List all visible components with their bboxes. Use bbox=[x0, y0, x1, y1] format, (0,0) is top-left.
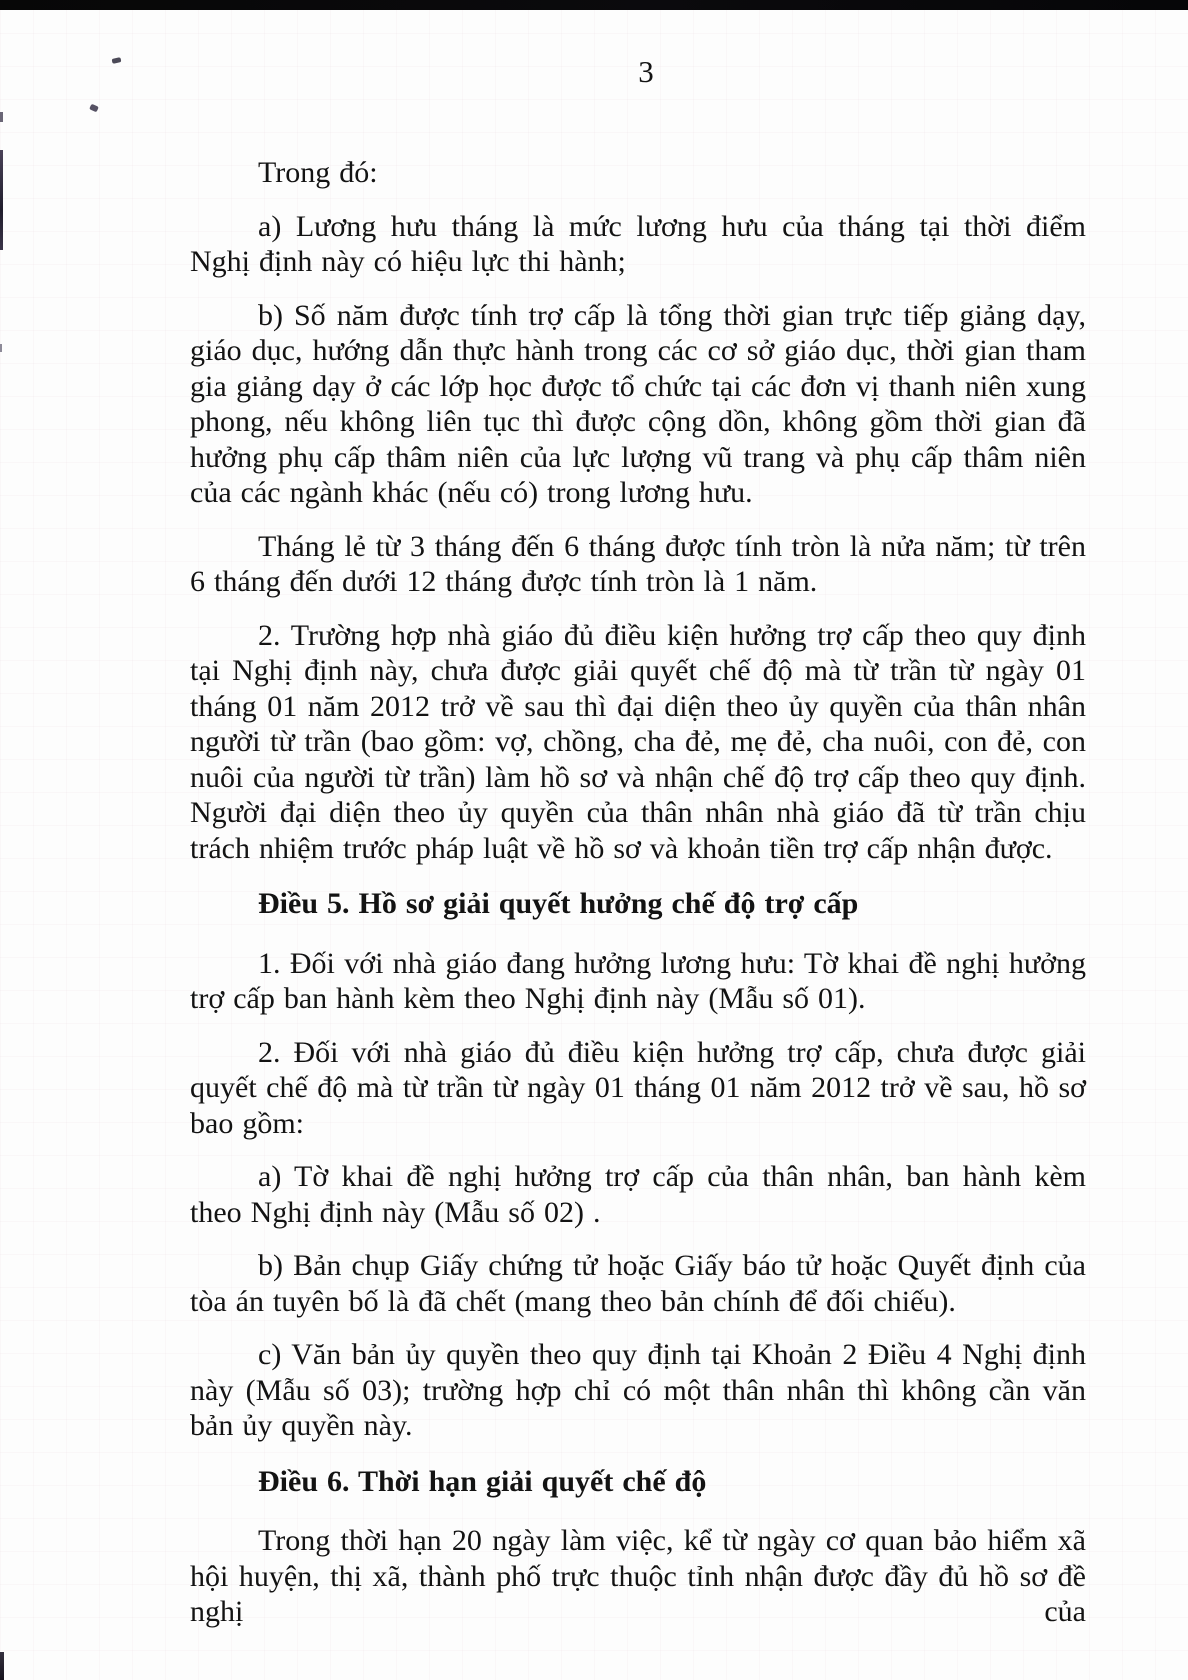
heading-dieu-6: Điều 6. Thời hạn giải quyết chế độ bbox=[258, 1464, 707, 1498]
paragraph-trong-thoi-han: Trong thời hạn 20 ngày làm việc, kể từ ngày cơ quan bảo hiểm xã hội huyện, thị xã, thành phố trực thuộc tỉnh nhận được đầy đủ hồ sơ đề nghị của bbox=[190, 1524, 1086, 1628]
paragraph-a-to-khai: a) Tờ khai đề nghị hưởng trợ cấp của thân nhân, ban hành kèm theo Nghị định này (Mẫu số 02) . bbox=[190, 1160, 1086, 1229]
page-number: 3 bbox=[638, 54, 654, 89]
paragraph-b-so-nam: b) Số năm được tính trợ cấp là tổng thời gian trực tiếp giảng dạy, giáo dục, hướng dẫn thực hành trong các cơ sở giáo dục, thời gian tham gia giảng dạy ở các lớp học được tổ chức tại các đơn vị thanh niên xung phong, nếu không liên tục thì được cộng dồn, không gồm thời gian đã hưởng phụ cấp thâm niên của lực lượng vũ trang và phụ cấp thâm niên của các ngành khác (nếu có) trong lương hưu. bbox=[190, 298, 1086, 509]
paragraph-thang-le: Tháng lẻ từ 3 tháng đến 6 tháng được tính tròn là nửa năm; từ trên 6 tháng đến dưới 12 tháng được tính tròn là 1 năm. bbox=[190, 529, 1086, 598]
paragraph-a-luong-huu: a) Lương hưu tháng là mức lương hưu của tháng tại thời điểm Nghị định này có hiệu lực thi hành; bbox=[190, 209, 1086, 278]
heading-dieu-5: Điều 5. Hồ sơ giải quyết hưởng chế độ trợ cấp bbox=[258, 887, 859, 920]
paragraph-2-truong-hop: 2. Trường hợp nhà giáo đủ điều kiện hưởng trợ cấp theo quy định tại Nghị định này, chưa được giải quyết chế độ mà từ trần từ ngày 01 tháng 01 năm 2012 trở về sau thì đại diện theo ủy quyền của thân nhân người từ trần (bao gồm: vợ, chồng, cha đẻ, mẹ đẻ, cha nuôi, con đẻ, con nuôi của người từ trần) làm hồ sơ và nhận chế độ trợ cấp theo quy định. Người đại diện theo ủy quyền của thân nhân nhà giáo đã từ trần chịu trách nhiệm trước pháp luật về hồ sơ và khoản tiền trợ cấp nhận được. bbox=[190, 618, 1086, 865]
scan-artifact-left-speck bbox=[0, 344, 2, 352]
paragraph-1-doi-voi: 1. Đối với nhà giáo đang hưởng lương hưu: Tờ khai đề nghị hưởng trợ cấp ban hành kèm theo Nghị định này (Mẫu số 01). bbox=[190, 946, 1086, 1015]
scan-artifact-left-strip bbox=[0, 150, 3, 250]
scan-artifact-left-speck bbox=[0, 112, 3, 122]
document-body bbox=[190, 155, 1086, 1648]
paragraph-c-van-ban: c) Văn bản ủy quyền theo quy định tại Khoản 2 Điều 4 Nghị định này (Mẫu số 03); trường hợp chỉ có một thân nhân thì không cần văn bản ủy quyền này. bbox=[190, 1338, 1086, 1442]
scan-artifact-top-bar bbox=[0, 0, 1188, 10]
scan-artifact-speck bbox=[89, 104, 99, 113]
paragraph-b-ban-chup: b) Bản chụp Giấy chứng tử hoặc Giấy báo tử hoặc Quyết định của tòa án tuyên bố là đã chết (mang theo bản chính để đối chiếu). bbox=[190, 1249, 1086, 1318]
paragraph-2-doi-voi: 2. Đối với nhà giáo đủ điều kiện hưởng trợ cấp, chưa được giải quyết chế độ mà từ trần từ ngày 01 tháng 01 năm 2012 trở về sau, hồ sơ bao gồm: bbox=[190, 1035, 1086, 1140]
paragraph-trong-do: Trong đó: bbox=[258, 156, 378, 189]
scan-artifact-bottom-left bbox=[0, 1652, 4, 1680]
